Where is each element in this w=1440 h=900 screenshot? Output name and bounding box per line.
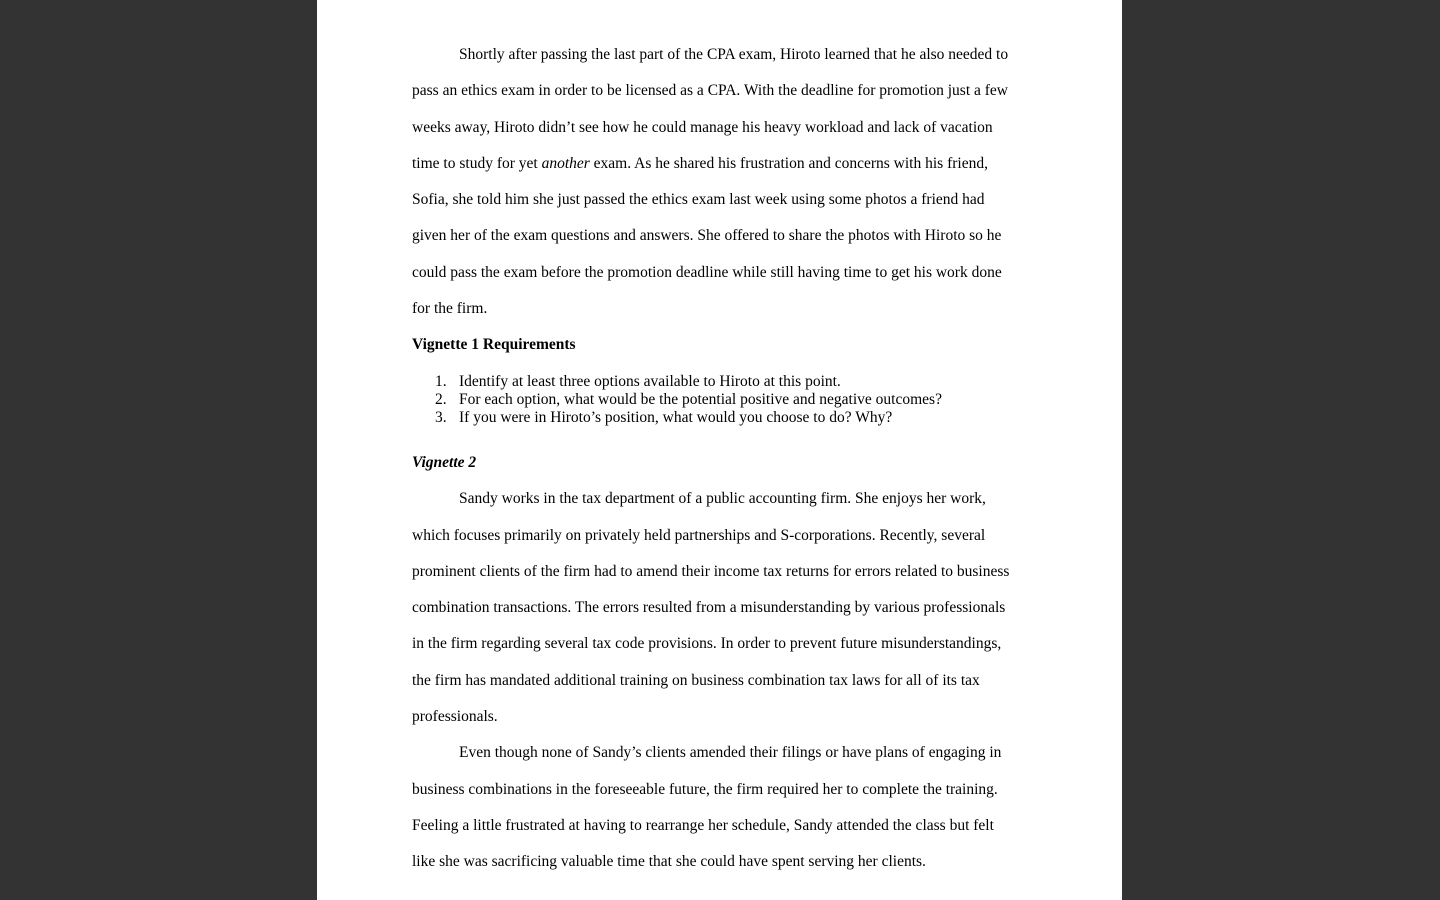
- paragraph-sandy: [412, 481, 1032, 735]
- text-line: business combinations in the foreseeable future, the firm required her to complete the training.: [412, 780, 998, 798]
- text-fragment: time to study for yet: [412, 154, 542, 172]
- document-page: [317, 0, 1122, 900]
- paragraph-sandy-training: [412, 735, 1032, 880]
- text-line: the firm has mandated additional training on business combination tax laws for all of its tax: [412, 671, 980, 689]
- text-line: Feeling a little frustrated at having to rearrange her schedule, Sandy attended the class but felt: [412, 816, 994, 834]
- list-number: 2.: [435, 390, 447, 408]
- list-number: 1.: [435, 372, 447, 390]
- paragraph-hiroto: [412, 37, 1032, 327]
- text-line: pass an ethics exam in order to be licensed as a CPA. With the deadline for promotion just a few: [412, 82, 1008, 100]
- list-item: [412, 373, 1032, 391]
- emphasized-word: another: [541, 154, 590, 172]
- vignette-2-heading: Vignette 2: [412, 453, 477, 471]
- text-fragment: exam. As he shared his frustration and concerns with his friend,: [589, 154, 988, 172]
- text-line: Even though none of Sandy’s clients amended their filings or have plans of engaging in: [459, 744, 1002, 762]
- text-line: prominent clients of the firm had to amend their income tax returns for errors related to business: [412, 562, 1010, 580]
- text-line: [412, 146, 1032, 182]
- list-item-text: For each option, what would be the potential positive and negative outcomes?: [459, 390, 942, 408]
- requirements-list: [412, 364, 1032, 427]
- list-item-text: Identify at least three options available to Hiroto at this point.: [459, 372, 841, 390]
- text-line: Sofia, she told him she just passed the ethics exam last week using some photos a friend had: [412, 191, 985, 209]
- list-item: [412, 391, 1032, 409]
- text-line: like she was sacrificing valuable time that she could have spent serving her clients.: [412, 853, 926, 871]
- page-content: [412, 37, 1032, 881]
- text-line: combination transactions. The errors resulted from a misunderstanding by various professionals: [412, 599, 1006, 617]
- list-number: 3.: [435, 408, 447, 426]
- text-line: which focuses primarily on privately held partnerships and S-corporations. Recently, several: [412, 526, 986, 544]
- text-line: in the firm regarding several tax code provisions. In order to prevent future misunderstandings,: [412, 635, 1002, 653]
- text-line: Shortly after passing the last part of the CPA exam, Hiroto learned that he also needed to: [459, 46, 1009, 63]
- text-line: professionals.: [412, 708, 498, 726]
- text-line: for the firm.: [412, 300, 488, 318]
- list-item: [412, 409, 1032, 427]
- list-item-text: If you were in Hiroto’s position, what would you choose to do? Why?: [459, 408, 893, 426]
- text-line: given her of the exam questions and answers. She offered to share the photos with Hiroto so he: [412, 227, 1002, 245]
- text-line: weeks away, Hiroto didn’t see how he could manage his heavy workload and lack of vacation: [412, 118, 993, 136]
- requirements-heading: Vignette 1 Requirements: [412, 336, 576, 354]
- text-line: could pass the exam before the promotion deadline while still having time to get his work done: [412, 263, 1002, 281]
- text-line: Sandy works in the tax department of a public accounting firm. She enjoys her work,: [459, 490, 986, 508]
